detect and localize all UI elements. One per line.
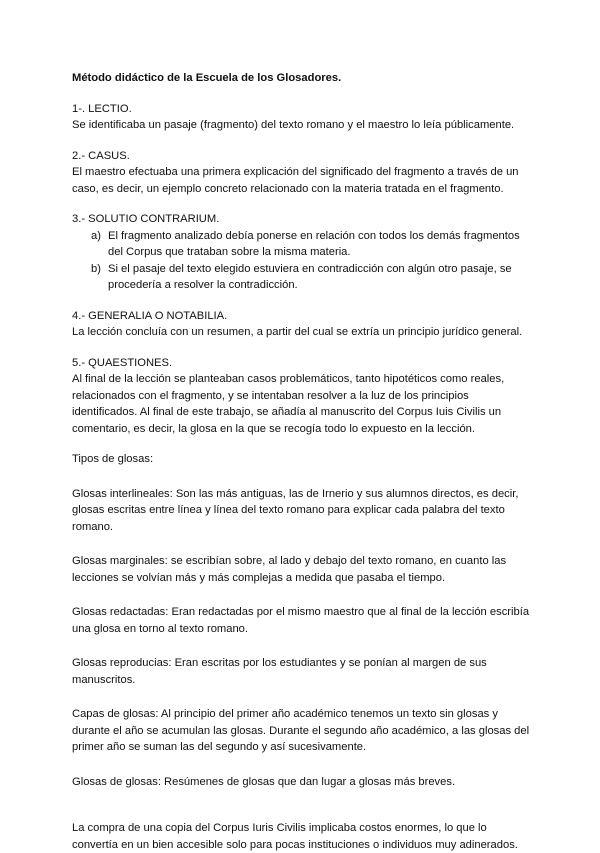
document-page (72, 70, 532, 853)
glosses-intro: Tipos de glosas: (72, 453, 154, 465)
section-heading: 1-. LECTIO. (72, 102, 132, 115)
list-item (72, 228, 532, 261)
section-heading: 4.- GENERALIA O NOTABILIA. (72, 309, 228, 322)
gloss-paragraph: Glosas reproducias: Eran escritas por los estudiantes y se ponían al margen de sus manuscritos. (72, 657, 487, 686)
section-solutio-contrarium (72, 211, 532, 294)
list-marker: b) (91, 262, 101, 275)
section-casus (72, 148, 532, 198)
spacer (72, 808, 532, 820)
section-generalia (72, 308, 532, 341)
list-item-text: Si el pasaje del texto elegido estuviera en contradicción con algún otro pasaje, se procedería a resolver la contradicción. (108, 262, 512, 291)
section-lectio (72, 101, 532, 134)
section-heading: 5.- QUAESTIONES. (72, 356, 173, 369)
section-heading: 3.- SOLUTIO CONTRARIUM. (72, 213, 220, 225)
section-text: El maestro efectuaba una primera explicación del significado del fragmento a través de un caso, es decir, un ejemplo concreto relacionado con la materia tratada en el fragmento. (72, 166, 519, 195)
gloss-paragraph: Glosas marginales: se escribían sobre, al lado y debajo del texto romano, en cuanto las lecciones se volvían más y más complejas a medida que pasaba el tiempo. (72, 555, 507, 584)
document-title: Método didáctico de la Escuela de los Glosadores. (72, 72, 342, 84)
list-marker: a) (91, 229, 101, 242)
section-heading: 2.- CASUS. (72, 149, 130, 162)
gloss-paragraph: Capas de glosas: Al principio del primer año académico tenemos un texto sin glosas y durante el año se acumulan las glosas. Durante el segundo año académico, a las glosas del primer año se suman las del segundo y así sucesivamente. (72, 708, 530, 753)
list-item (72, 261, 532, 294)
list-item-text: El fragmento analizado debía ponerse en relación con todos los demás fragmentos del Corpus que trataban sobre la misma materia. (108, 229, 520, 258)
gloss-paragraph: Glosas interlineales: Son las más antiguas, las de Irnerio y sus alumnos directos, es decir, glosas escritas entre línea y línea del texto romano para explicar cada palabra del texto romano. (72, 487, 519, 533)
closing-paragraph: La compra de una copia del Corpus Iuris Civilis implicaba costos enormes, lo que lo convertía en un bien accesible solo para pocas instituciones o individuos muy adinerados. (72, 822, 518, 851)
section-text: La lección concluía con un resumen, a partir del cual se extría un principio jurídico general. (72, 326, 523, 338)
sub-list (72, 228, 532, 294)
gloss-paragraph: Glosas redactadas: Eran redactadas por el mismo maestro que al final de la lección escribía una glosa en torno al texto romano. (72, 606, 530, 635)
section-text: Se identificaba un pasaje (fragmento) del texto romano y el maestro lo leía públicamente. (72, 119, 515, 131)
section-quaestiones (72, 355, 532, 438)
gloss-paragraph: Glosas de glosas: Resúmenes de glosas que dan lugar a glosas más breves. (72, 775, 456, 788)
section-text: Al final de la lección se planteaban casos problemáticos, tanto hipotéticos como reales, relacionados con el fragmento, y se intentaban resolver a la luz de los principios identificados. Al final de este trabajo, se añadía al manuscrito del Corpus Iuis Civilis un comentario, es decir, la glosa en la que se recogía todo lo expuesto en la lección. (72, 373, 505, 435)
